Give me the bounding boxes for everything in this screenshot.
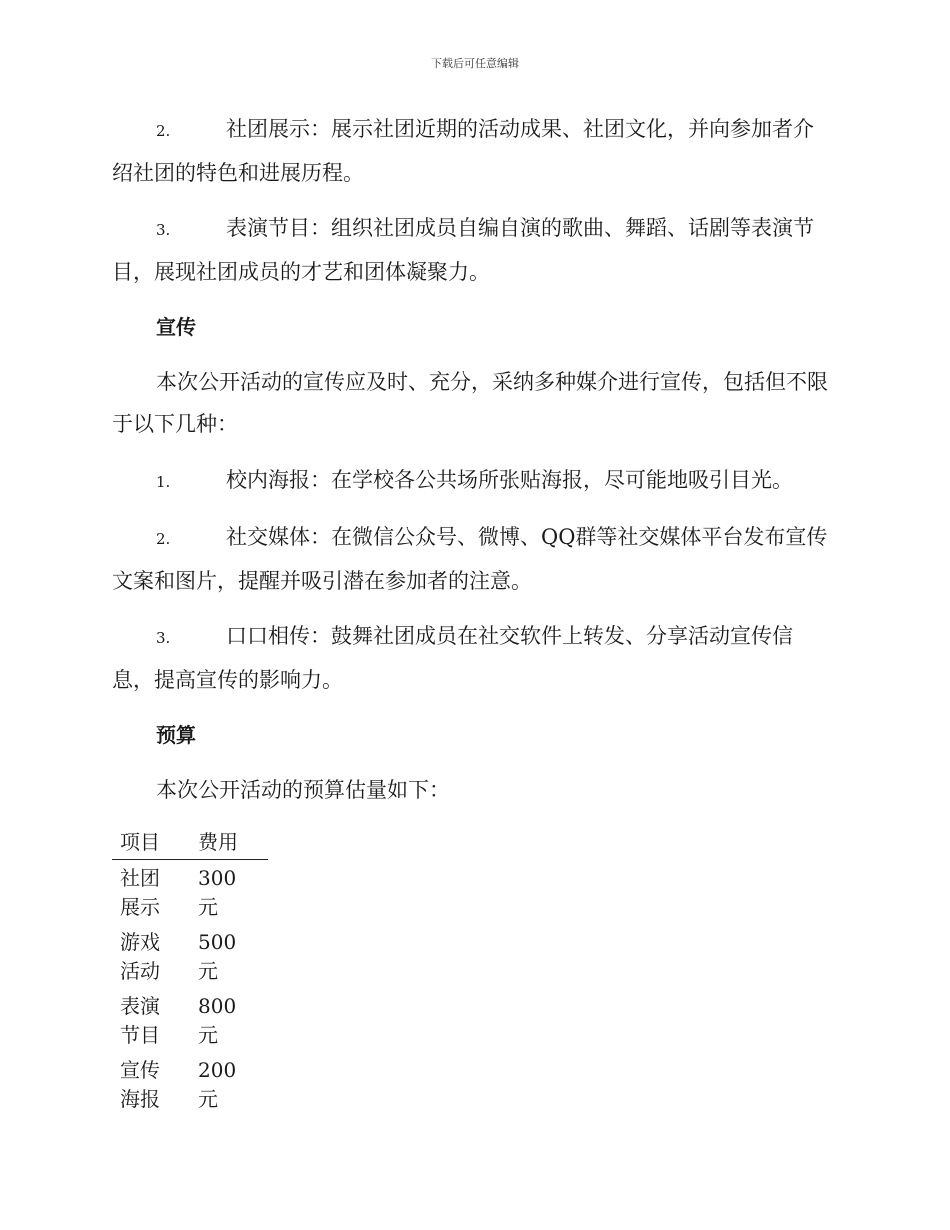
list-item	[112, 459, 830, 503]
list-text: 口口相传：鼓舞社团成员在社交软件上转发、分享活动宣传信息，提高宣传的影响力。	[112, 624, 793, 692]
list-text: 校内海报：在学校各公共场所张贴海报，尽可能地吸引目光。	[226, 468, 793, 492]
table-header-row	[112, 825, 268, 860]
section-heading-publicity: 宣传	[156, 315, 196, 339]
header-note: 下载后可任意编辑	[431, 57, 519, 70]
budget-table	[112, 825, 268, 1116]
table-cell-item: 社团展示	[120, 866, 160, 919]
list-text: 社交媒体：在微信公众号、微博、QQ群等社交媒体平台发布宣传文案和图片，提醒并吸引潜在参加者的注意。	[112, 525, 828, 593]
list-item	[112, 615, 830, 701]
table-row	[112, 1052, 268, 1116]
publicity-intro: 本次公开活动的宣传应及时、充分，采纳多种媒介进行宣传，包括但不限于以下几种：	[112, 370, 828, 436]
list-item	[112, 516, 830, 602]
list-text: 表演节目：组织社团成员自编自演的歌曲、舞蹈、话剧等表演节目，展现社团成员的才艺和团体凝聚力。	[112, 216, 814, 284]
table-cell-cost: 200元	[198, 1058, 237, 1111]
list-number: 3.	[156, 629, 171, 647]
table-row	[112, 860, 268, 925]
document-body	[112, 108, 830, 1116]
column-header-item: 项目	[112, 825, 190, 860]
table-cell-item: 游戏活动	[120, 930, 160, 983]
list-item	[112, 108, 830, 194]
list-number: 3.	[156, 221, 171, 239]
table-row	[112, 924, 268, 988]
list-number: 2.	[156, 530, 171, 548]
list-number: 1.	[156, 473, 171, 491]
list-text: 社团展示：展示社团近期的活动成果、社团文化，并向参加者介绍社团的特色和进展历程。	[112, 117, 814, 185]
table-cell-cost: 500元	[198, 930, 237, 983]
table-cell-item: 宣传海报	[120, 1058, 160, 1111]
section-heading-budget: 预算	[156, 723, 196, 747]
budget-intro: 本次公开活动的预算估量如下：	[156, 778, 450, 802]
list-item	[112, 207, 830, 293]
list-number: 2.	[156, 122, 171, 140]
table-row	[112, 988, 268, 1052]
table-cell-item: 表演节目	[120, 994, 160, 1047]
table-cell-cost: 300元	[198, 866, 237, 919]
column-header-cost: 费用	[190, 825, 268, 860]
table-cell-cost: 800元	[198, 994, 237, 1047]
